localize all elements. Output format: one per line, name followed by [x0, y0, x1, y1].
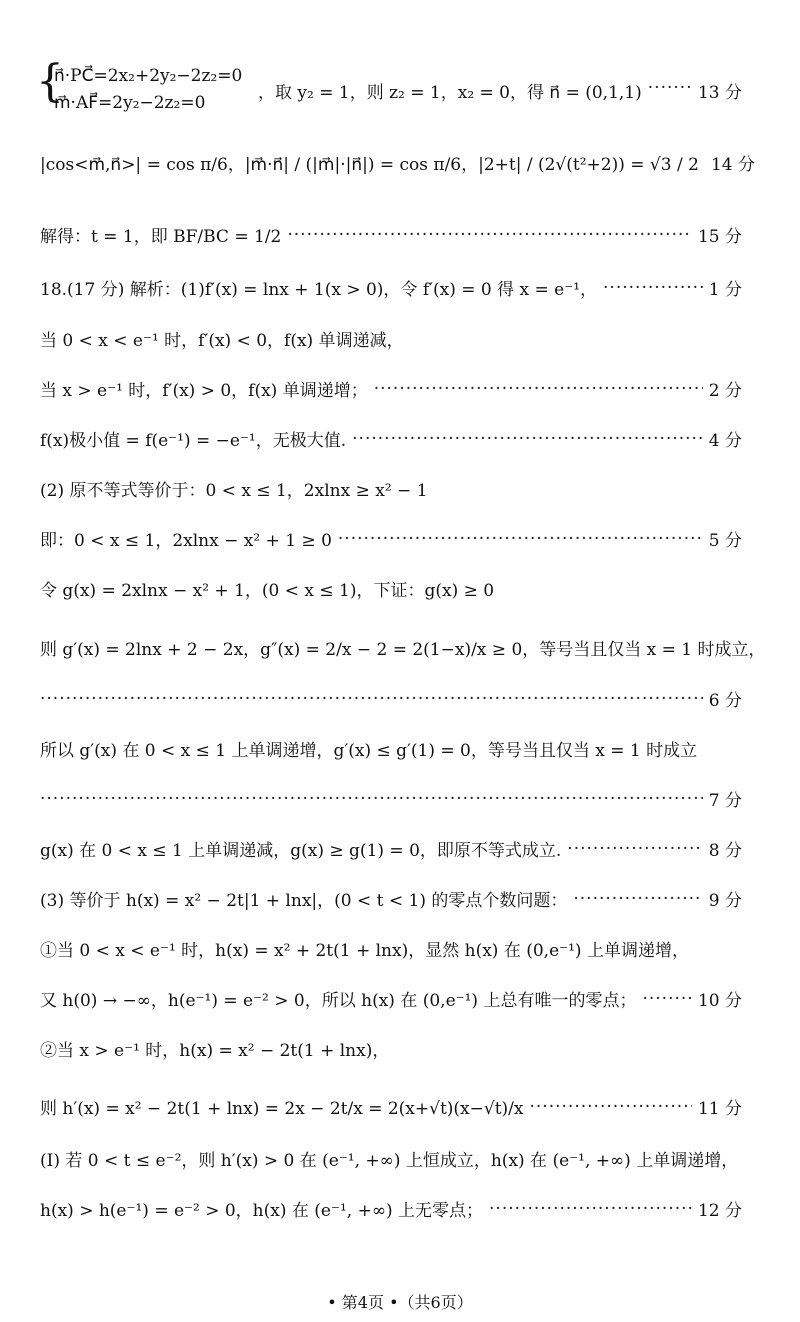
line-14-score: 7 分 — [708, 791, 742, 811]
line-13 — [40, 736, 742, 761]
line-15 — [40, 836, 742, 861]
line-8-text: (2) 原不等式等价于：0 < x ≤ 1，2xlnx ≥ x² − 1 — [40, 481, 428, 501]
line-9 — [40, 526, 742, 551]
dot-leader — [573, 889, 702, 909]
line-21-text: (I) 若 0 < t ≤ e⁻²，则 h′(x) > 0 在 (e⁻¹, +∞) 上恒成立，h(x) 在 (e⁻¹, +∞) 上单调递增， — [40, 1151, 739, 1171]
line-7-text: f(x)极小值 = f(e⁻¹) = −e⁻¹，无极大值. — [40, 431, 347, 451]
dot-leader — [642, 989, 691, 1009]
dot-leader — [287, 225, 692, 245]
dot-leader — [40, 789, 703, 809]
line-16-score: 9 分 — [708, 891, 742, 911]
line-6-score: 2 分 — [708, 381, 742, 401]
line-17 — [40, 936, 742, 961]
line-19-text: ②当 x > e⁻¹ 时，h(x) = x² − 2t(1 + lnx)， — [40, 1041, 390, 1061]
line-1-score: 13 分 — [697, 83, 742, 103]
line-3 — [40, 222, 742, 247]
line-11-text: 则 g′(x) = 2lnx + 2 − 2x，g″(x) = 2/x − 2 = 2(1−x)/x ≥ 0，等号当且仅当 x = 1 时成立， — [40, 640, 766, 660]
dot-leader — [338, 529, 703, 549]
line-12-score: 6 分 — [708, 691, 742, 711]
line-5 — [40, 326, 742, 351]
page-footer: • 第4页 •（共6页） — [327, 1293, 473, 1312]
system-equation-1: n⃗·PC⃗=2x₂+2y₂−2z₂=0 — [54, 66, 243, 86]
line-1-text: ，取 y₂ = 1，则 z₂ = 1，x₂ = 0，得 n⃗ = (0,1,1) — [258, 83, 642, 103]
line-11 — [40, 635, 766, 660]
line-2-score: 14 分 — [710, 155, 755, 175]
dot-leader — [489, 1199, 692, 1219]
line-15-score: 8 分 — [708, 841, 742, 861]
line-4 — [40, 275, 742, 300]
dot-leader — [603, 278, 703, 298]
line-21 — [40, 1146, 742, 1171]
system-equation-2: m⃗·AF⃗=2y₂−2z₂=0 — [54, 93, 206, 113]
line-8 — [40, 476, 742, 501]
line-12 — [40, 686, 742, 711]
line-16 — [40, 886, 742, 911]
line-2-text: |cos<m⃗,n⃗>| = cos π/6，|m⃗·n⃗| / (|m⃗|·|n⃗|) = cos π/6，|2+t| / (2√(t²+2)) = √3 / 2 — [40, 155, 699, 175]
line-18-score: 10 分 — [697, 991, 742, 1011]
line-13-text: 所以 g′(x) 在 0 < x ≤ 1 上单调递增，g′(x) ≤ g′(1) = 0，等号当且仅当 x = 1 时成立 — [40, 741, 698, 761]
dot-leader — [40, 689, 703, 709]
line-3-text: 解得：t = 1，即 BF/BC = 1/2 — [40, 227, 282, 247]
line-22-score: 12 分 — [697, 1201, 742, 1221]
dot-leader — [352, 429, 703, 449]
line-9-score: 5 分 — [708, 531, 742, 551]
line-20 — [40, 1094, 742, 1119]
line-4-text: 18.(17 分) 解析：(1)f′(x) = lnx + 1(x > 0)，令 f′(x) = 0 得 x = e⁻¹， — [40, 280, 598, 300]
line-10-text: 令 g(x) = 2xlnx − x² + 1，(0 < x ≤ 1)，下证：g(x) ≥ 0 — [40, 581, 495, 601]
dot-leader — [530, 1097, 692, 1117]
line-1 — [258, 78, 742, 103]
line-17-text: ①当 0 < x < e⁻¹ 时，h(x) = x² + 2t(1 + lnx)，显然 h(x) 在 (0,e⁻¹) 上单调递增， — [40, 941, 689, 961]
line-20-text: 则 h′(x) = x² − 2t(1 + lnx) = 2x − 2t/x = 2(x+√t)(x−√t)/x — [40, 1099, 524, 1119]
line-22 — [40, 1196, 742, 1221]
line-9-text: 即：0 < x ≤ 1，2xlnx − x² + 1 ≥ 0 — [40, 531, 332, 551]
dot-leader — [567, 839, 702, 859]
line-6-text: 当 x > e⁻¹ 时，f′(x) > 0，f(x) 单调递增； — [40, 381, 368, 401]
dot-leader — [374, 379, 703, 399]
line-5-text: 当 0 < x < e⁻¹ 时，f′(x) < 0，f(x) 单调递减， — [40, 331, 404, 351]
line-7 — [40, 426, 742, 451]
system-brace: { — [36, 56, 64, 107]
line-6 — [40, 376, 742, 401]
line-10 — [40, 576, 742, 601]
line-15-text: g(x) 在 0 < x ≤ 1 上单调递减，g(x) ≥ g(1) = 0，即原不等式成立. — [40, 841, 562, 861]
line-3-score: 15 分 — [697, 227, 742, 247]
line-18 — [40, 986, 742, 1011]
line-4-score: 1 分 — [708, 280, 742, 300]
line-19 — [40, 1036, 742, 1061]
line-20-score: 11 分 — [697, 1099, 742, 1119]
line-7-score: 4 分 — [708, 431, 742, 451]
line-14 — [40, 786, 742, 811]
line-18-text: 又 h(0) → −∞，h(e⁻¹) = e⁻² > 0，所以 h(x) 在 (0,e⁻¹) 上总有唯一的零点； — [40, 991, 637, 1011]
line-16-text: (3) 等价于 h(x) = x² − 2t|1 + lnx|，(0 < t < 1) 的零点个数问题： — [40, 891, 568, 911]
line-22-text: h(x) > h(e⁻¹) = e⁻² > 0，h(x) 在 (e⁻¹, +∞) 上无零点； — [40, 1201, 484, 1221]
dot-leader — [648, 78, 692, 103]
line-2 — [40, 150, 755, 175]
